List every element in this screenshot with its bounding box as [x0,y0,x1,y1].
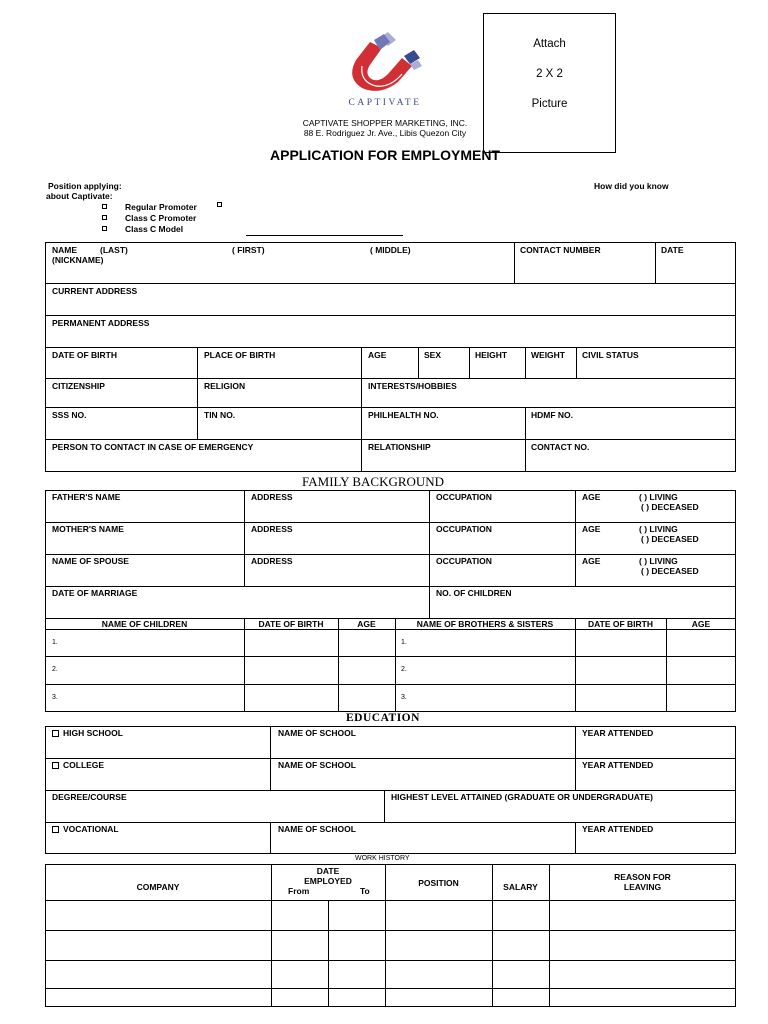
father-deceased-option[interactable]: ( ) DECEASED [641,502,699,512]
college-label: COLLEGE [63,760,105,770]
position-header: POSITION [418,878,459,888]
mother-name-label: MOTHER'S NAME [52,524,124,534]
company-address: 88 E. Rodriguez Jr. Ave., Libis Quezon City [303,128,467,138]
class-c-model-checkbox[interactable] [102,226,107,231]
spouse-deceased-option[interactable]: ( ) DECEASED [641,566,699,576]
sex-label: SEX [424,350,442,360]
position-label-line1: Position applying: [48,181,122,191]
emergency-contact-label: PERSON TO CONTACT IN CASE OF EMERGENCY [52,442,254,452]
hdmf-label: HDMF NO. [531,410,574,420]
nickname-label: (NICKNAME) [52,255,104,265]
father-name-label: FATHER'S NAME [52,492,121,502]
class-c-promoter-checkbox[interactable] [102,215,107,220]
mother-living-option[interactable]: ( ) LIVING [639,524,678,534]
high-school-option[interactable] [52,728,123,738]
high-school-name-label: NAME OF SCHOOL [278,728,356,738]
logo-wordmark: CAPTIVATE [348,98,422,108]
employed-header: EMPLOYED [304,876,352,886]
photo-box[interactable] [483,13,616,153]
name-first-label: ( FIRST) [232,245,265,255]
age-label: AGE [368,350,387,360]
vocational-label: VOCATIONAL [63,824,119,834]
form-title: APPLICATION FOR EMPLOYMENT [270,147,500,163]
from-header: From [288,886,310,896]
name-last-label: (LAST) [100,245,128,255]
siblings-dob-header: DATE OF BIRTH [587,619,653,629]
family-background-table [45,490,736,712]
salary-header: SALARY [503,882,538,892]
sibling-row-number: 3. [401,694,407,701]
to-header: To [360,886,370,896]
captivate-logo [340,32,430,100]
regular-promoter-label: Regular Promoter [125,202,197,212]
siblings-name-header: NAME OF BROTHERS & SISTERS [416,619,554,629]
class-c-promoter-label: Class C Promoter [125,213,197,223]
spouse-name-label: NAME OF SPOUSE [52,556,129,566]
college-checkbox[interactable] [52,762,59,769]
company-header: COMPANY [136,882,180,892]
photo-box-line1: Attach [533,38,566,50]
contact-number-label: CONTACT NUMBER [520,245,601,255]
highest-level-label: HIGHEST LEVEL ATTAINED (GRADUATE OR UNDERGRADUATE) [391,792,653,802]
spouse-living-option[interactable]: ( ) LIVING [639,556,678,566]
siblings-age-header: AGE [691,619,711,629]
children-dob-header: DATE OF BIRTH [258,619,324,629]
child-row-number: 1. [52,639,58,646]
sibling-row-number: 1. [401,639,407,646]
father-address-label: ADDRESS [251,492,293,502]
vocational-option[interactable] [52,824,119,834]
place-of-birth-label: PLACE OF BIRTH [204,350,276,360]
mother-occupation-label: OCCUPATION [436,524,492,534]
reason-header-line1: REASON FOR [614,872,671,882]
college-name-label: NAME OF SCHOOL [278,760,356,770]
vocational-checkbox[interactable] [52,826,59,833]
how-did-you-know-checkbox[interactable] [217,202,222,207]
company-name: CAPTIVATE SHOPPER MARKETING, INC. [302,118,468,128]
spouse-address-label: ADDRESS [251,556,293,566]
philhealth-label: PHILHEALTH NO. [368,410,439,420]
father-living-option[interactable]: ( ) LIVING [639,492,678,502]
civil-status-label: CIVIL STATUS [582,350,639,360]
sss-label: SSS NO. [52,410,87,420]
photo-box-line2: 2 X 2 [536,68,563,80]
sibling-row-number: 2. [401,666,407,673]
date-header: DATE [316,866,340,876]
relationship-label: RELATIONSHIP [368,442,431,452]
name-middle-label: ( MIDDLE) [370,245,411,255]
father-occupation-label: OCCUPATION [436,492,492,502]
reason-header-line2: LEAVING [623,882,662,892]
permanent-address-label: PERMANENT ADDRESS [52,318,150,328]
interests-label: INTERESTS/HOBBIES [368,381,457,391]
high-school-label: HIGH SCHOOL [63,728,123,738]
work-history-title: WORK HISTORY [355,855,410,862]
height-label: HEIGHT [475,350,508,360]
no-of-children-label: NO. OF CHILDREN [436,588,512,598]
date-of-marriage-label: DATE OF MARRIAGE [52,588,138,598]
name-label: NAME [52,245,78,255]
vocational-year-label: YEAR ATTENDED [582,824,654,834]
contact-no-label: CONTACT NO. [531,442,590,452]
regular-promoter-checkbox[interactable] [102,204,107,209]
class-c-model-label: Class C Model [125,224,184,234]
child-row-number: 2. [52,666,58,673]
photo-box-line3: Picture [531,98,568,110]
college-option[interactable] [52,760,104,770]
religion-label: RELIGION [204,381,246,391]
degree-course-label: DEGREE/COURSE [52,792,127,802]
mother-address-label: ADDRESS [251,524,293,534]
mother-deceased-option[interactable]: ( ) DECEASED [641,534,699,544]
family-background-title: FAMILY BACKGROUND [302,474,445,489]
position-label-line2: about Captivate: [46,191,113,201]
tin-label: TIN NO. [204,410,236,420]
spouse-age-label: AGE [582,556,601,566]
current-address-label: CURRENT ADDRESS [52,286,138,296]
college-year-label: YEAR ATTENDED [582,760,654,770]
how-did-you-know-line[interactable] [246,235,403,236]
weight-label: WEIGHT [531,350,565,360]
citizenship-label: CITIZENSHIP [52,381,105,391]
date-label: DATE [661,245,684,255]
date-of-birth-label: DATE OF BIRTH [52,350,118,360]
father-age-label: AGE [582,492,601,502]
how-did-you-know-label: How did you know [594,181,669,191]
high-school-year-label: YEAR ATTENDED [582,728,654,738]
education-title: EDUCATION [346,712,420,724]
vocational-name-label: NAME OF SCHOOL [278,824,356,834]
child-row-number: 3. [52,694,58,701]
children-age-header: AGE [357,619,376,629]
mother-age-label: AGE [582,524,601,534]
spouse-occupation-label: OCCUPATION [436,556,492,566]
children-name-header: NAME OF CHILDREN [101,619,188,629]
high-school-checkbox[interactable] [52,730,59,737]
